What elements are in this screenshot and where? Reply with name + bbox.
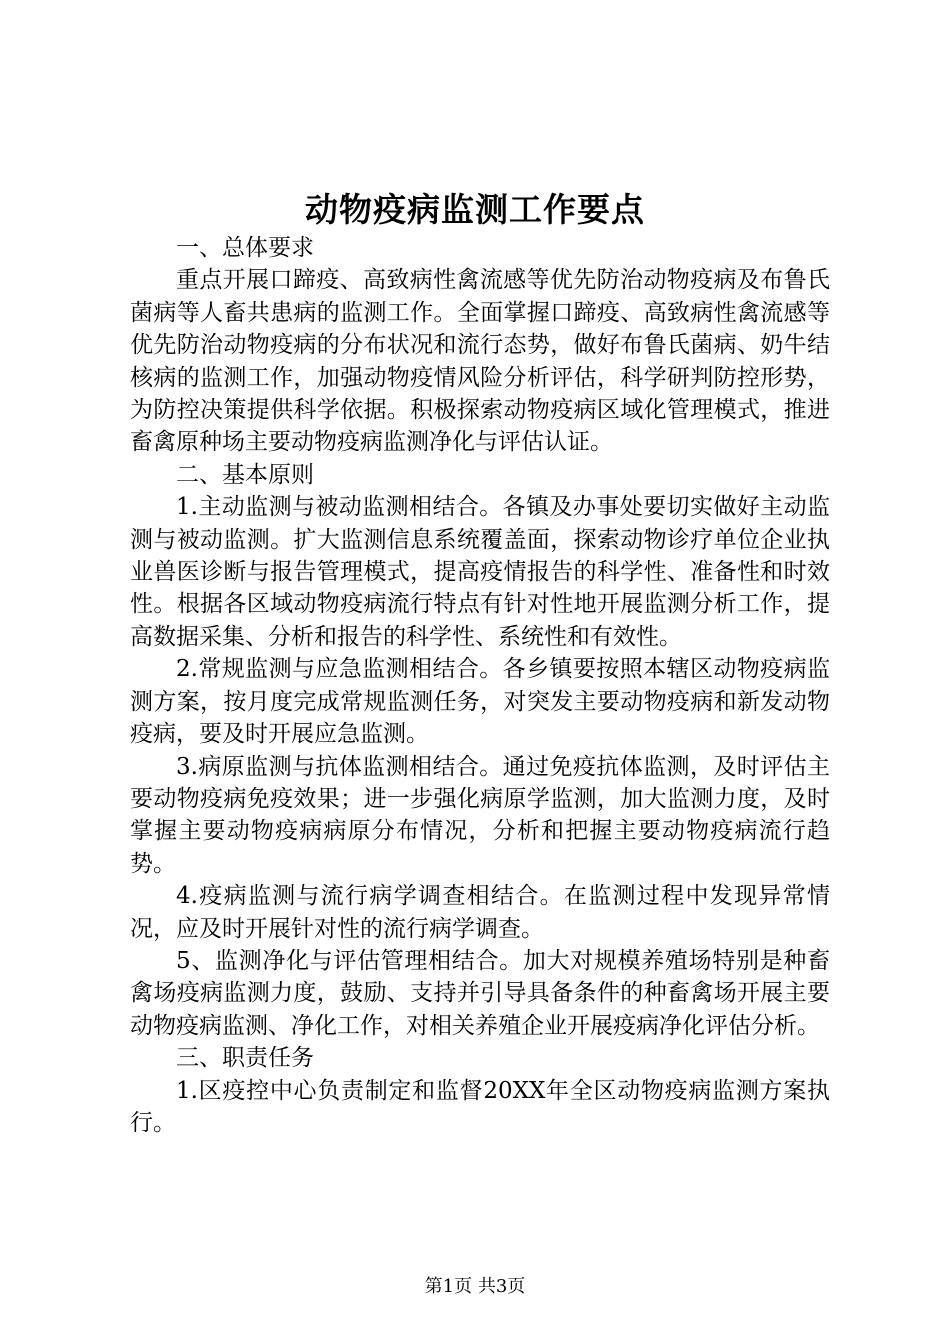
section-heading-duties: 三、职责任务	[176, 1045, 314, 1072]
paragraph-principle-5: 5、监测净化与评估管理相结合。加大对规模养殖场特别是种畜禽场疫病监测力度，鼓励、支持并引导具备条件的种畜禽场开展主要动物疫病监测、净化工作，对相关养殖企业开展疫病净化评估分析。	[130, 947, 830, 1039]
section-heading-general: 一、总体要求	[176, 235, 314, 261]
paragraph-duty-1: 1.区疫控中心负责制定和监督20XX年全区动物疫病监测方案执行。	[130, 1077, 830, 1136]
page-number-footer: 第1页 共3页	[424, 1276, 526, 1297]
paragraph-principle-3: 3.病原监测与抗体监测相结合。通过免疫抗体监测，及时评估主要动物疫病免疫效果；进一步强化病原学监测，加大监测力度，及时掌握主要动物疫病病原分布情况，分析和把握主要动物疫病流行趋势。	[130, 753, 830, 877]
section-heading-principles: 二、基本原则	[176, 461, 314, 488]
paragraph-general-requirements: 重点开展口蹄疫、高致病性禽流感等优先防治动物疫病及布鲁氏菌病等人畜共患病的监测工作。全面掌握口蹄疫、高致病性禽流感等优先防治动物疫病的分布状况和流行态势，做好布鲁氏菌病、奶牛结核病的监测工作，加强动物疫情风险分析评估，科学研判防控形势，为防控决策提供科学依据。积极探索动物疫病区域化管理模式，推进畜禽原种场主要动物疫病监测净化与评估认证。	[130, 267, 830, 456]
paragraph-principle-1: 1.主动监测与被动监测相结合。各镇及办事处要切实做好主动监测与被动监测。扩大监测信息系统覆盖面，探索动物诊疗单位企业执业兽医诊断与报告管理模式，提高疫情报告的科学性、准备性和时效性。根据各区域动物疫病流行特点有针对性地开展监测分析工作，提高数据采集、分析和报告的科学性、系统性和有效性。	[130, 494, 830, 650]
paragraph-principle-2: 2.常规监测与应急监测相结合。各乡镇要按照本辖区动物疫病监测方案，按月度完成常规监测任务，对突发主要动物疫病和新发动物疫病，要及时开展应急监测。	[130, 656, 830, 748]
document-body	[130, 232, 830, 1139]
paragraph-principle-4: 4.疫病监测与流行病学调查相结合。在监测过程中发现异常情况，应及时开展针对性的流行病学调查。	[130, 883, 830, 942]
document-title: 动物疫病监测工作要点	[305, 190, 645, 229]
